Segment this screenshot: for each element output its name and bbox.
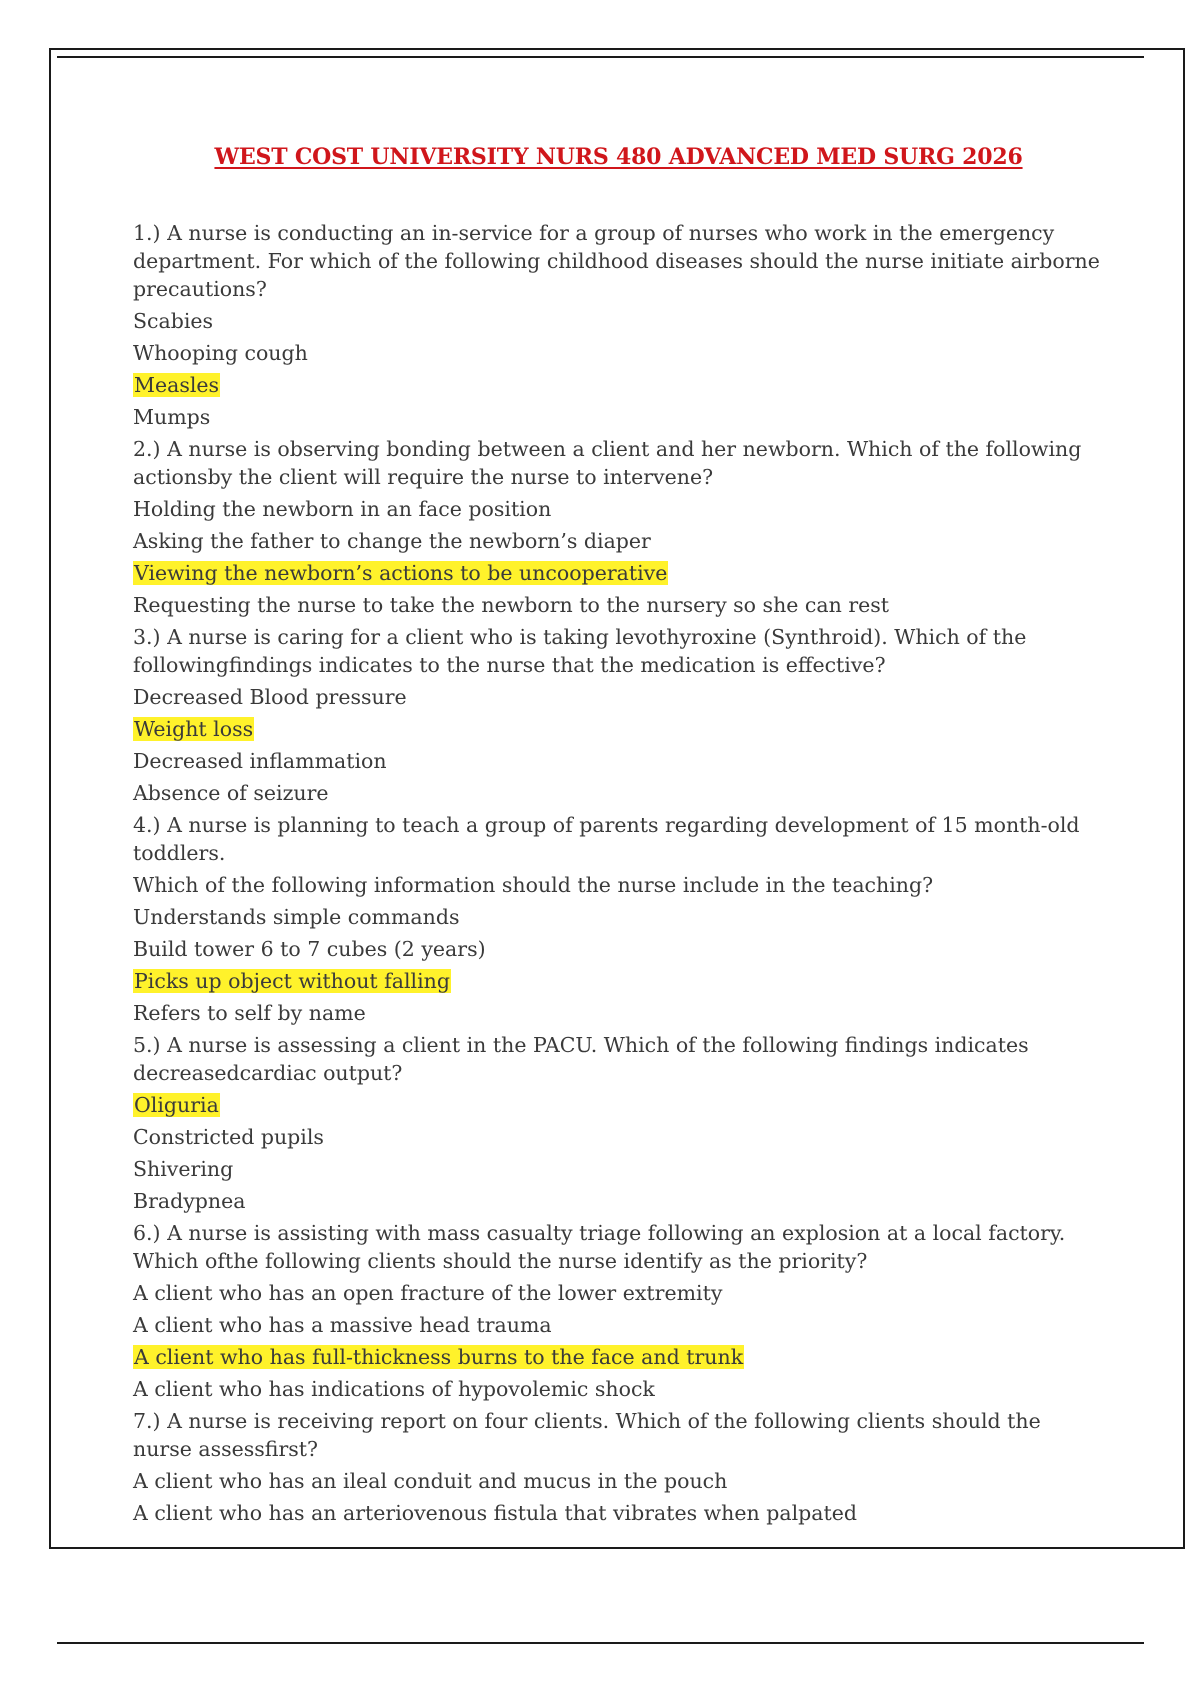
option-text: Holding the newborn in an face position [133, 497, 552, 521]
question-5-option-a-answer [133, 1091, 1103, 1119]
question-2-prompt: 2.) A nurse is observing bonding between a client and her newborn. Which of the following actionsby the client will require the nurse to intervene? [133, 437, 1082, 489]
option-text: Understands simple commands [133, 905, 460, 929]
question-2-option-b [133, 527, 1103, 555]
question-6-prompt: 6.) A nurse is assisting with mass casualty triage following an explosion at a local factory. Which ofthe following clients should the nurse identify as the priority? [133, 1221, 1066, 1273]
question-4-option-c-answer [133, 967, 1103, 995]
question-5-option-c [133, 1155, 1103, 1183]
highlighted-answer: Oliguria [134, 1093, 219, 1117]
option-text: Mumps [133, 405, 211, 429]
option-text: Shivering [133, 1157, 234, 1181]
option-text: Scabies [133, 309, 214, 333]
highlighted-answer: Measles [134, 373, 220, 397]
question-1-option-b [133, 339, 1103, 367]
option-text: A client who has a massive head trauma [133, 1313, 552, 1337]
question-5-prompt: 5.) A nurse is assessing a client in the PACU. Which of the following findings indicates decreasedcardiac output? [133, 1033, 1029, 1085]
option-text: Asking the father to change the newborn’s diaper [133, 529, 651, 553]
question-1-option-c-answer [133, 371, 1103, 399]
highlighted-answer: A client who has full-thickness burns to the face and trunk [134, 1345, 744, 1369]
document-title: WEST COST UNIVERSITY NURS 480 ADVANCED MED SURG 2026 [214, 144, 1023, 170]
option-text: A client who has an ileal conduit and mucus in the pouch [133, 1469, 728, 1493]
question-2-option-d [133, 591, 1103, 619]
option-text: A client who has indications of hypovolemic shock [133, 1377, 655, 1401]
option-text: Absence of seizure [133, 781, 329, 805]
option-text: Decreased inflammation [133, 749, 387, 773]
question-1-prompt: 1.) A nurse is conducting an in-service for a group of nurses who work in the emergency department. For which of the following childhood diseases should the nurse initiate airborne precautions? [133, 221, 1100, 301]
question-5-option-d [133, 1187, 1103, 1215]
highlighted-answer: Weight loss [134, 717, 254, 741]
question-2-option-a [133, 495, 1103, 523]
option-text: Decreased Blood pressure [133, 685, 407, 709]
option-text: Bradypnea [133, 1189, 246, 1213]
question-5-option-b [133, 1123, 1103, 1151]
question-1-option-a [133, 307, 1103, 335]
question-1-option-d [133, 403, 1103, 431]
option-text: Build tower 6 to 7 cubes (2 years) [133, 937, 486, 961]
question-3-prompt: 3.) A nurse is caring for a client who is taking levothyroxine (Synthroid). Which of the followingfindings indicates to the nurse that the medication is effective? [133, 625, 1027, 677]
question-4-option-a [133, 903, 1103, 931]
question-6-option-c-answer [133, 1343, 1103, 1371]
question-4-prompt: 4.) A nurse is planning to teach a group of parents regarding development of 15 month-old toddlers. [133, 813, 1080, 865]
question-4-prompt-line2: Which of the following information should the nurse include in the teaching? [133, 873, 934, 897]
question-4-option-b [133, 935, 1103, 963]
option-text: A client who has an arteriovenous fistula that vibrates when palpated [133, 1501, 857, 1525]
highlighted-answer: Picks up object without falling [134, 969, 450, 993]
bottom-rule [57, 1642, 1144, 1644]
question-3-option-a [133, 683, 1103, 711]
option-text: Whooping cough [133, 341, 308, 365]
question-7-prompt: 7.) A nurse is receiving report on four clients. Which of the following clients should the nurse assessfirst? [133, 1409, 1041, 1461]
option-text: Requesting the nurse to take the newborn to the nursery so she can rest [133, 593, 890, 617]
question-6-option-d [133, 1375, 1103, 1403]
question-list [133, 219, 1103, 1527]
question-4-option-d [133, 999, 1103, 1027]
question-7-option-a [133, 1467, 1103, 1495]
option-text: A client who has an open fracture of the lower extremity [133, 1281, 723, 1305]
question-7-option-b [133, 1499, 1103, 1527]
question-3-option-b-answer [133, 715, 1103, 743]
question-3-option-d [133, 779, 1103, 807]
question-6-option-b [133, 1311, 1103, 1339]
question-2-option-c-answer [133, 559, 1103, 587]
question-3-option-c [133, 747, 1103, 775]
top-rule [57, 56, 1144, 58]
highlighted-answer: Viewing the newborn’s actions to be uncooperative [134, 561, 668, 585]
question-6-option-a [133, 1279, 1103, 1307]
option-text: Refers to self by name [133, 1001, 366, 1025]
option-text: Constricted pupils [133, 1125, 324, 1149]
